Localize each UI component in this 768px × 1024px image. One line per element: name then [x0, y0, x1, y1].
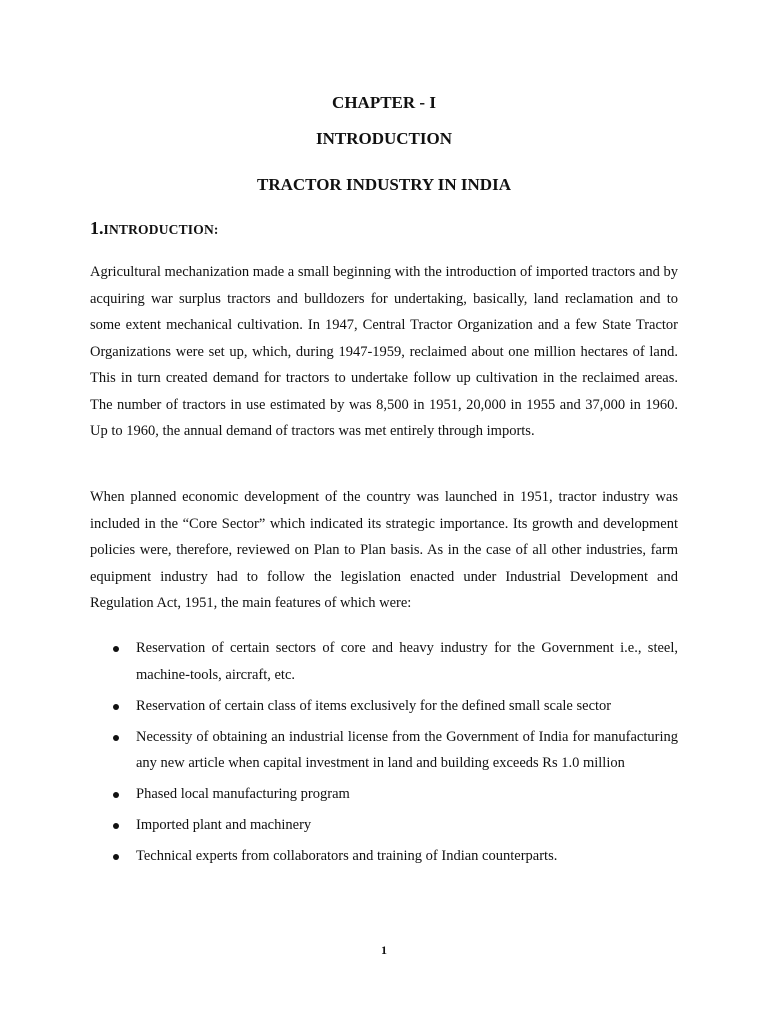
section-number: 1. [90, 218, 104, 238]
list-item-text: Reservation of certain sectors of core and heavy industry for the Government i.e., steel, machine-tools, aircraft, etc. [136, 640, 678, 683]
paragraph-1: Agricultural mechanization made a small beginning with the introduction of imported tractors and by acquiring war surplus tractors and bulldozers for undertaking, basically, land reclamation and to some extent mechanical cultivation. In 1947, Central Tractor Organization and a few State Tractor Organizations were set up, which, during 1947-1959, reclaimed about one million hectares of land. This in turn created demand for tractors to undertake follow up cultivation in the reclaimed areas. The number of tractors in use estimated by was 8,500 in 1951, 20,000 in 1955 and 37,000 in 1960. Up to 1960, the annual demand of tractors was met entirely through imports. [90, 264, 678, 439]
bullet-icon [113, 735, 119, 741]
bullet-icon [113, 854, 119, 860]
list-item [90, 724, 678, 777]
page-number: 1 [381, 943, 387, 957]
list-item [90, 843, 678, 870]
chapter-subtitle: TRACTOR INDUSTRY IN INDIA [257, 175, 511, 194]
chapter-title: INTRODUCTION [315, 129, 453, 148]
list-item-text: Technical experts from collaborators and training of Indian counterparts. [136, 848, 558, 864]
bullet-icon [113, 792, 119, 798]
bullet-icon [113, 823, 119, 829]
chapter-label: CHAPTER - I [332, 93, 436, 112]
list-item [90, 781, 678, 808]
list-item-text: Phased local manufacturing program [136, 786, 350, 802]
list-item [90, 635, 678, 688]
list-item [90, 693, 678, 720]
bullet-list [90, 635, 678, 874]
section-title: INTRODUCTION: [103, 222, 219, 237]
bullet-icon [113, 646, 119, 652]
section-heading [90, 217, 219, 241]
paragraph-2: When planned economic development of the country was launched in 1951, tractor industry was included in the “Core Sector” which indicated its strategic importance. Its growth and development policies were, therefore, reviewed on Plan to Plan basis. As in the case of all other industries, farm equipment industry had to follow the legislation enacted under Industrial Development and Regulation Act, 1951, the main features of which were: [90, 489, 678, 611]
list-item [90, 812, 678, 839]
list-item-text: Reservation of certain class of items exclusively for the defined small scale sector [136, 697, 612, 714]
list-item-text: Necessity of obtaining an industrial license from the Government of India for manufacturing any new article when capital investment in land and building exceeds Rs 1.0 million [136, 728, 678, 771]
bullet-icon [113, 704, 119, 710]
list-item-text: Imported plant and machinery [136, 817, 312, 833]
